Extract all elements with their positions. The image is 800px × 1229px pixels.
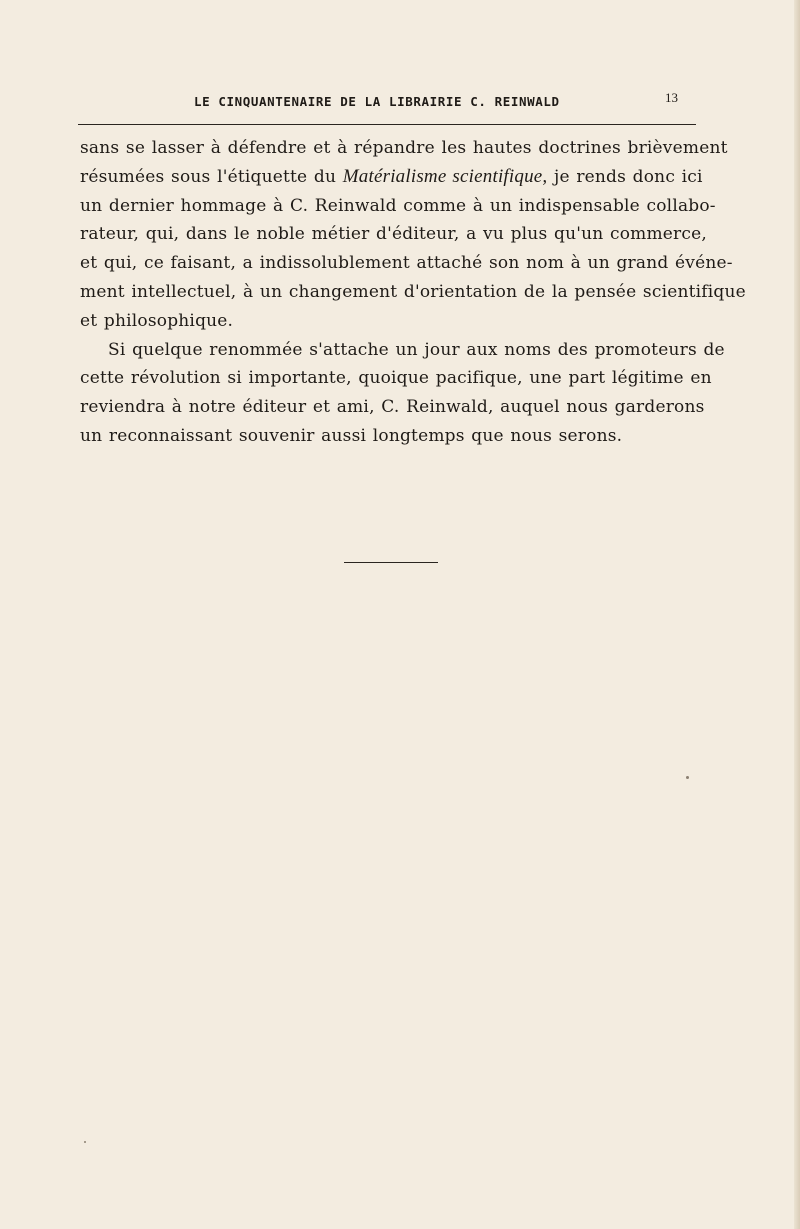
running-title: LE CINQUANTENAIRE DE LA LIBRAIRIE C. REINWALD (194, 94, 560, 109)
text-line: Si quelque renommée s'attache un jour aux noms des promoteurs de (108, 339, 725, 360)
text-line: ment intellectuel, à un changement d'orientation de la pensée scientifique (80, 281, 746, 302)
text-line: et qui, ce faisant, a indissolublement attaché son nom à un grand événe- (80, 253, 733, 274)
page-number: 13 (665, 90, 678, 105)
page-edge-shadow (794, 0, 800, 1229)
book-title-italic: Matérialisme scientifique, (342, 165, 548, 187)
paper-speck (686, 776, 689, 779)
text-line: rateur, qui, dans le noble métier d'éditeur, a vu plus qu'un commerce, (80, 224, 707, 245)
text-line: sans se lasser à défendre et à répandre les hautes doctrines brièvement (80, 138, 728, 158)
text-line (80, 163, 703, 192)
paper-speck (84, 1141, 86, 1143)
header-rule (78, 124, 696, 125)
end-rule (344, 562, 438, 563)
text-line: cette révolution si importante, quoique pacifique, une part légitime en (80, 368, 712, 389)
text-line: reviendra à notre éditeur et ami, C. Reinwald, auquel nous garderons (80, 397, 705, 418)
text-fragment: je rends donc ici (553, 166, 703, 187)
text-line: un reconnaissant souvenir aussi longtemps que nous serons. (80, 425, 623, 446)
running-header (78, 92, 696, 116)
text-line: et philosophique. (80, 310, 234, 331)
text-line: un dernier hommage à C. Reinwald comme à un indispensable collabo- (80, 195, 716, 216)
text-fragment: résumées sous l'étiquette du (80, 166, 337, 187)
body-text (80, 134, 746, 451)
